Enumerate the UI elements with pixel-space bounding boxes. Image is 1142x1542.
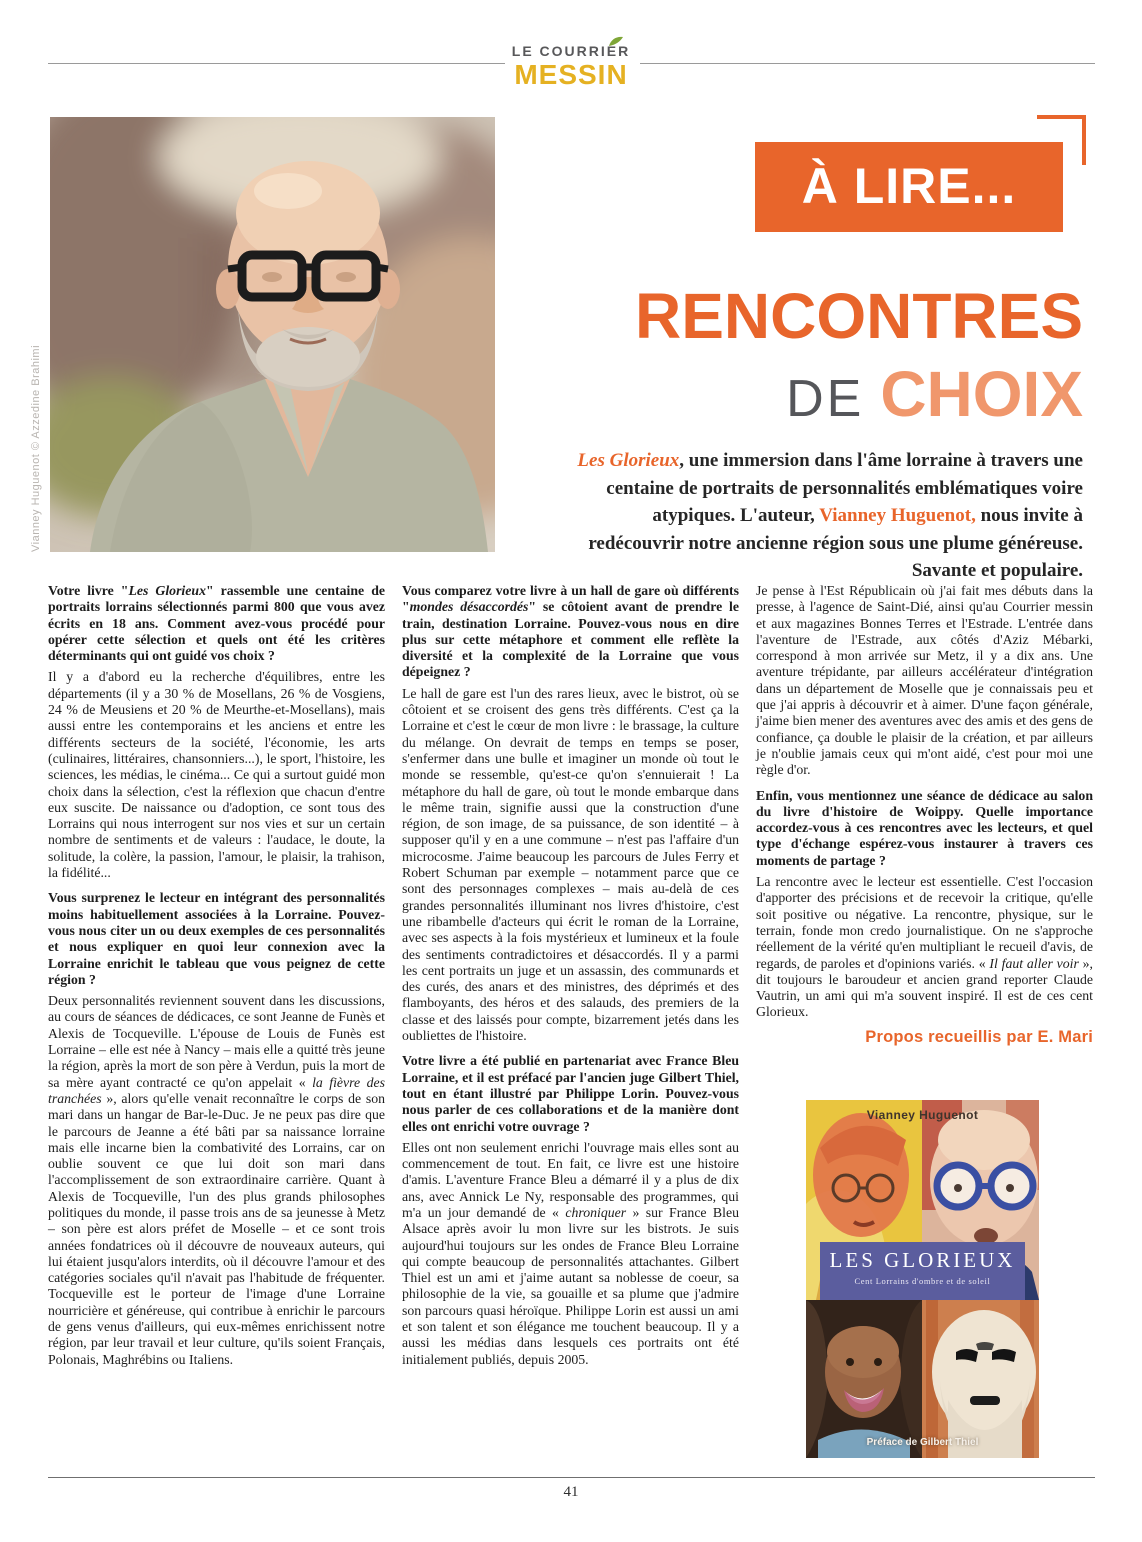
interview-question: Votre livre "Les Glorieux" rassemble une centaine de portraits lorrains sélectionnés parmi 800 que vous avez écrits en 18 ans. Comment avez-vous procédé pour opérer cette sélection et quels ont été les critères déterminants qui ont guidé vos choix ? (48, 583, 385, 664)
interview-question: Votre livre a été publié en partenariat avec France Bleu Lorraine, et il est préfacé par l'ancien juge Gilbert Thiel, tout en étant illustré par Philippe Lorin. Pouvez-vous nous parler de ces collaborations et de la manière dont elles ont enrichi votre ouvrage ? (402, 1053, 739, 1134)
interview-answer: Deux personnalités reviennent souvent dans les discussions, au cours de séances de dédicaces, ce sont Jeanne de Funès et Alexis de Tocqueville. L'épouse de Louis de Funès est Lorraine – elle est née à Nancy – mais elle a quitté très jeune la région, après la mort de son père à Verdun, puis la mort de sa mère ayant contracté ce qu'on appelait « la fièvre des tranchées », alors qu'elle venait reconnaître le corps de son mari dans un hangar de Bar-le-Duc. Je ne peux pas dire que le parcours de Jeanne a été bâti par sa naissance lorraine mais elle incarne bien la combativité des Lorrains, car on oublie souvent ce que lui doit son mari dans l'accomplissement de son extraordinaire carrière. Quant à Alexis de Tocqueville, l'un des plus grands philosophes politiques du monde, il passe trois ans de sa jeunesse à Metz – son père est alors préfet de Moselle – et ce sont trois années fondatrices où il découvre de nouveaux auteurs, qui lui étaient jusqu'alors interdits, où il découvre l'amour et des catégories sociales qu'il n'avait pas l'habitude de fréquenter. Tocqueville est le porteur de l'image d'une Lorraine nourricière et généreuse, qui contribue à enrichir le parcours de gens venus d'ailleurs, qui eux-mêmes enrichissent notre région, par leur travail et leur culture, qu'ils soient Français, Polonais, Maghrébins ou Italiens. (48, 993, 385, 1367)
read-banner-label: À LIRE... (801, 158, 1017, 214)
interview-answer: Il y a d'abord eu la recherche d'équilibres, entre les départements (il y a 30 % de Mosellans, 26 % de Vosgiens, 24 % de Meusiens et 20 % de Meurthe-et-Mosellans), mais aussi entre les contemporains et les anciens et entre les différents secteurs de la société, l'économie, les arts (culinaires, littéraires, chansonniers...), le sport, l'histoire, les sciences, les médias, le cinéma... Ce qui a surtout guidé mon choix dans la sélection, c'est la réflexion que chacun d'entre eux suscite. De naissance ou d'adoption, ce sont tous des Lorrains qui nous interrogent sur nos vies et sur un certain nombre de sentiments et de valeurs : l'audace, le doute, la solitude, la colère, la passion, l'amour, le plaisir, la trahison, la fidélité... (48, 669, 385, 881)
byline: Propos recueillis par E. Mari (865, 1027, 1093, 1046)
intro-text: Les Glorieux, une immersion dans l'âme lorraine à travers une centaine de portraits de personnalités emblématiques voire atypiques. L'auteur, Vianney Huguenot, nous invite à redécouvrir notre ancienne région sous une plume généreuse. Savante et populaire. (577, 450, 1083, 581)
headline-choix: CHOIX (880, 358, 1083, 430)
headline-de: DE (786, 370, 865, 428)
page-number: 41 (563, 1484, 579, 1500)
interview-answer: Le hall de gare est l'un des rares lieux, avec le bistrot, où se côtoient et se croisent des gens très différents. C'est ça la Lorraine et c'est le cœur de mon livre : le brassage, la culture du mélange. On devrait de temps en temps se poser, s'enfermer dans une bulle et imaginer un monde où tout le monde se ressemble, qu'est-ce qu'on s'ennuierait ! La métaphore du hall de gare, où tout le monde embarque dans le même train, signifie aussi que la construction d'une région, de son image, de sa puissance, de son identité – à supposer qu'il y en a une commune – n'est pas l'affaire d'un microcosme. J'aime beaucoup les parcours de Jules Ferry et Robert Schuman par exemple – notamment parce que ce sont des personnages complexes – mais au-delà de ces grandes personnalités illuminant nos livres d'histoire, c'est une ribambelle d'acteurs qui écrit le roman de la Lorraine, avec ses aspects à la fois mystérieux et lumineux et la foule des sentiments contradictoires et désaccordés. Il y a parmi les cent portraits un juge et un assassin, des communards et des curés, des anars et des ministres, des déprimés et des flamboyants, des héros et des salauds, des premiers de la classe et des laissés pour compte, bizarrement jetés dans les oubliettes de l'histoire. (402, 685, 739, 1044)
interview-question: Enfin, vous mentionnez une séance de dédicace au salon du livre d'histoire de Woippy. Quelle importance accordez-vous à ces rencontres avec les lecteurs, et quel type d'échange espérez-vous instaurer à travers ces moments de partage ? (756, 787, 1093, 868)
interview-answer: Elles ont non seulement enrichi l'ouvrage mais elles sont au commencement de tout. En fait, ce livre est une histoire d'amis. L'aventure France Bleu a démarré il y a plus de dix ans, avec Annick Le Ny, responsable des programmes, qui m'a un jour demandé de « chroniquer » sur France Bleu Alsace après avoir lu mon livre sur les bistrots. Je suis aujourd'hui toujours sur les ondes de France Bleu Lorraine qui compte beaucoup de personnalités attachantes. Gilbert Thiel est un ami et j'aime autant sa noblesse de coeur, sa philosophie de la vie, sa gouaille et sa plume que j'admire son parcours quasi héroïque. Philippe Lorin est aussi un ami et son talent et son élégance me touchent beaucoup. Il y a aussi les médias dans lesquels ces portraits ont été initialement publiés, depuis 2005. (402, 1139, 739, 1367)
author-photo-illustration (50, 117, 495, 552)
read-banner (755, 142, 1063, 232)
masthead-line1: LE COURRIER (511, 43, 631, 59)
interview-question: Vous comparez votre livre à un hall de gare où différents "mondes désaccordés" se côtoient avant de prendre le train, destination Lorraine. Pouvez-vous nous en dire plus sur cette métaphore et comment elle reflète la diversité et la complexité de la Lorraine que vous dépeignez ? (402, 583, 740, 680)
book-cover-title: LES GLORIEUX (829, 1248, 1016, 1272)
book-cover-image (806, 1100, 1039, 1458)
book-cover-author: Vianney Huguenot (866, 1108, 979, 1122)
book-cover-preface: Préface de Gilbert Thiel (866, 1437, 979, 1448)
book-cover-subtitle: Cent Lorrains d'ombre et de soleil (854, 1276, 991, 1286)
column-3 (756, 583, 1093, 1050)
book-cover-title-band (820, 1242, 1025, 1300)
masthead-line2: MESSIN (514, 59, 628, 90)
interview-answer: La rencontre avec le lecteur est essentielle. C'est l'occasion d'apporter des précisions et de recevoir la critique, qu'elle soit positive ou négative. La rencontre, physique, sur le terrain, fonde mon credo journalistique. On ne s'approche réellement de la vérité qu'en multipliant le recueil d'avis, de regards, de paroles et d'opinions variés. « Il faut aller voir », dit toujours le baroudeur et ancien grand reporter Claude Vautrin, un ami qui m'a souvent inspiré. Il est de ces cent Glorieux. (756, 874, 1093, 1020)
column-2 (402, 583, 739, 1373)
author-photo (50, 117, 495, 552)
leaf-icon (608, 35, 624, 49)
interview-question: Vous surprenez le lecteur en intégrant des personnalités moins habituellement associées à la Lorraine. Pouvez-vous nous citer un ou deux exemples de ces personnalités et nous expliquer en quoi leur connexion avec la Lorraine enrichit le tableau que vous peignez de cette région ? (48, 890, 385, 987)
headline-line2 (786, 358, 1083, 430)
column-1 (48, 583, 385, 1373)
headline-line1: RENCONTRES (634, 280, 1083, 352)
footer-rule (48, 1477, 1095, 1478)
photo-credit: Vianney Huguenot © Azzedine Brahimi (30, 344, 42, 552)
masthead-logo (0, 44, 1142, 89)
interview-answer: Je pense à l'Est Républicain où j'ai fait mes débuts dans la presse, à l'agence de Saint-Dié, ainsi qu'au Courrier messin et aux magazines Bonnes Terres et l'Estrade. L'entrée dans l'aventure de l'Estrade, aux côtés d'Aziz Mébarki, correspond à mon arrivée sur Metz, il y a dix ans. Une aventure trépidante, par ailleurs accélérateur d'intégration dans un département de Moselle que je connaissais peu et que j'ai appris à découvrir et à aimer. D'une façon générale, j'aime bien mener des aventures avec des amis et des gens de confiance, ça double le plaisir de la création, et par ailleurs je n'oublie jamais ceux qui m'ont aidé, c'est pour moi une règle d'or. (756, 583, 1093, 778)
masthead-title-top (512, 44, 630, 58)
